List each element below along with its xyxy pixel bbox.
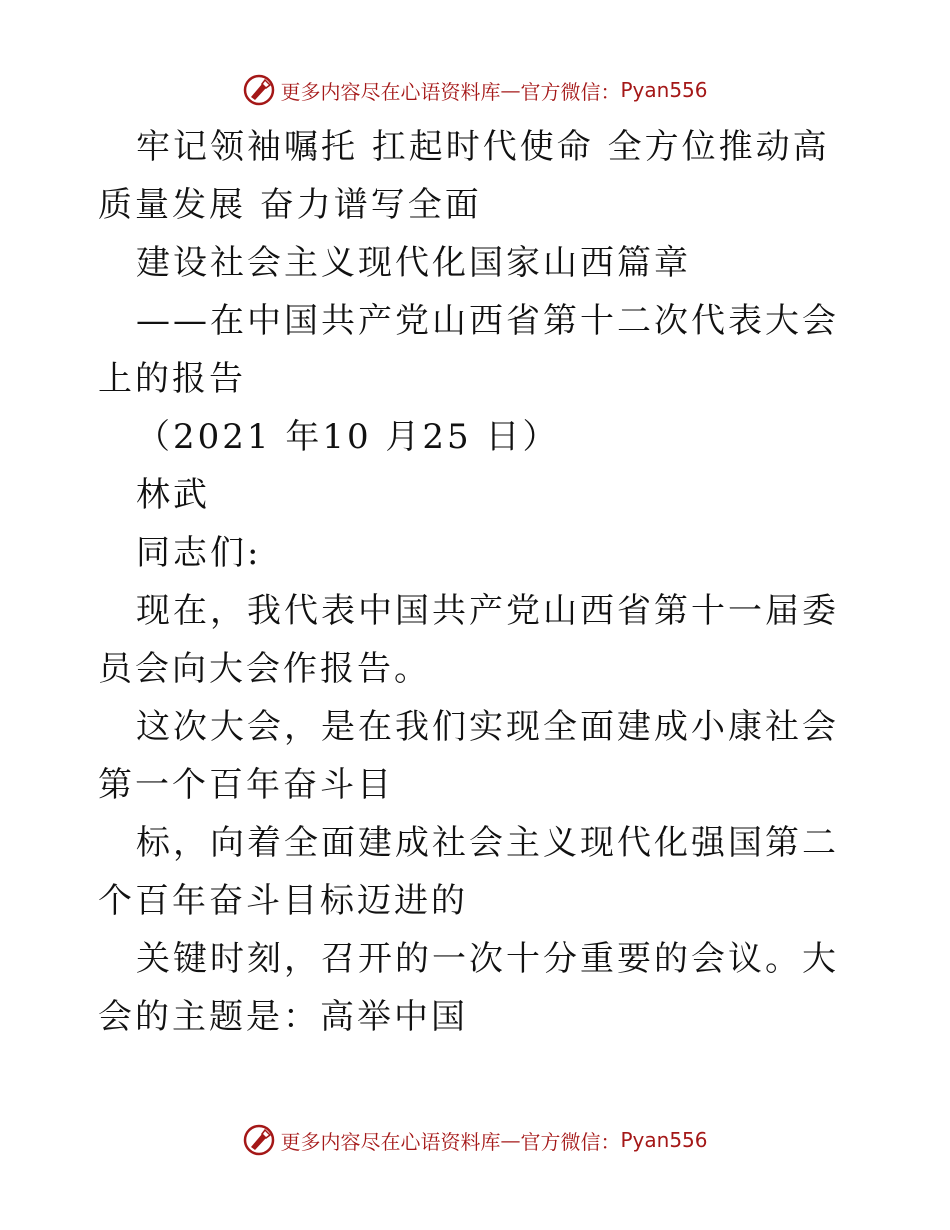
document-body — [98, 118, 858, 1046]
paragraph: 标，向着全面建成社会主义现代化强国第二个百年奋斗目标迈进的 — [98, 823, 839, 921]
pen-logo-icon — [242, 1123, 276, 1157]
paragraph: 关键时刻，召开的一次十分重要的会议。大会的主题是：高举中国 — [98, 939, 839, 1037]
watermark-wechat-label: 官方微信： — [520, 79, 621, 104]
watermark-dash: — — [500, 78, 521, 102]
header-watermark — [0, 70, 950, 110]
salutation: 同志们: — [136, 533, 262, 573]
pen-logo-icon — [242, 73, 276, 107]
report-title-line-1: 牢记领袖嘱托 扛起时代使命 全方位推动高质量发展 奋力谱写全面 — [98, 127, 830, 225]
watermark-wechat-label: 官方微信： — [520, 1129, 621, 1154]
report-title-line-2: 建设社会主义现代化国家山西篇章 — [136, 243, 691, 283]
watermark-site-text: 更多内容尽在心语资料库 — [280, 79, 501, 104]
paragraph: 现在，我代表中国共产党山西省第十一届委员会向大会作报告。 — [98, 591, 839, 689]
watermark-wechat-handle: Pyan556 — [620, 78, 708, 102]
report-author: 林武 — [136, 475, 210, 515]
paragraph: 这次大会，是在我们实现全面建成小康社会第一个百年奋斗目 — [98, 707, 839, 805]
footer-watermark — [0, 1120, 950, 1160]
watermark-dash: — — [500, 1128, 521, 1152]
report-date: （2021 年10 月25 日） — [136, 417, 560, 457]
watermark-wechat-handle: Pyan556 — [620, 1128, 708, 1152]
report-subtitle: ——在中国共产党山西省第十二次代表大会上的报告 — [98, 301, 839, 399]
watermark-site-text: 更多内容尽在心语资料库 — [280, 1129, 501, 1154]
